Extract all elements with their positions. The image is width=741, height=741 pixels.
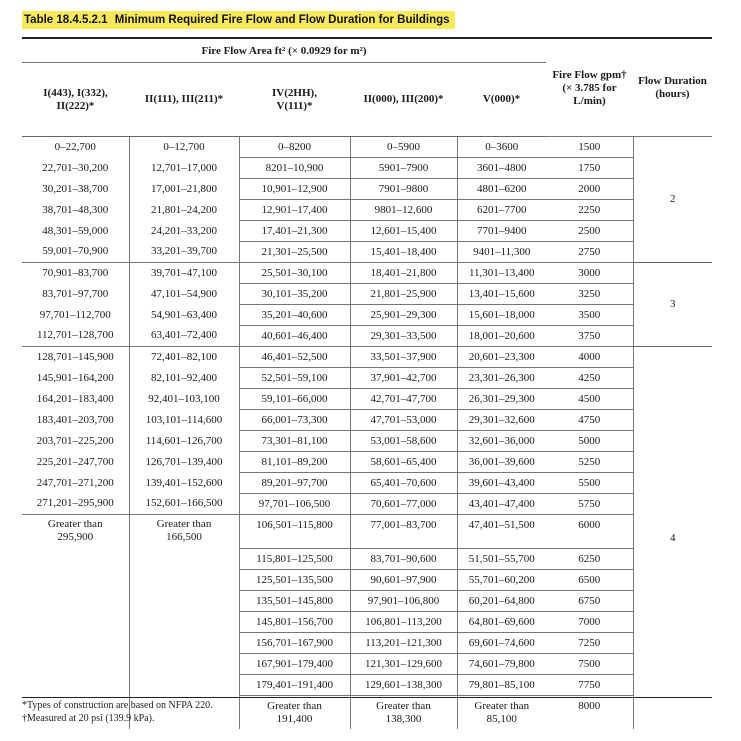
area-col4-cell: 121,301–129,600	[350, 654, 457, 675]
area-col3-cell: 89,201–97,700	[239, 473, 350, 494]
area-col1-cell: 48,301–59,000	[42, 224, 109, 237]
header-line: (hours)	[655, 88, 690, 100]
fire-flow-gpm-cell: 2000	[546, 179, 633, 200]
area-col5-cell: 69,601–74,600	[457, 633, 546, 654]
flow-duration-cell: 4	[633, 347, 712, 730]
construction-type-col2-header: II(111), III(211)*	[129, 63, 239, 137]
table-row	[22, 347, 712, 368]
fire-flow-gpm-header	[546, 40, 633, 137]
area-col2-cell: 17,001–21,800	[129, 179, 239, 200]
area-col5-cell: 13,401–15,600	[457, 284, 546, 305]
fire-flow-gpm-cell: 4500	[546, 389, 633, 410]
area-col4-cell: 53,001–58,600	[350, 431, 457, 452]
table-row	[22, 473, 712, 494]
fire-flow-gpm-cell: 3000	[546, 263, 633, 284]
area-col5-cell: 20,601–23,300	[457, 347, 546, 368]
area-col5-cell: 11,301–13,400	[457, 263, 546, 284]
area-col3-cell: 8201–10,900	[239, 158, 350, 179]
area-col4-cell: 33,501–37,900	[350, 347, 457, 368]
area-col4-cell: 58,601–65,400	[350, 452, 457, 473]
area-col2-cell: 12,701–17,000	[129, 158, 239, 179]
fire-flow-gpm-cell: 5250	[546, 452, 633, 473]
area-col3-cell: 30,101–35,200	[239, 284, 350, 305]
area-col4-cell: 42,701–47,700	[350, 389, 457, 410]
area-col3-cell: 10,901–12,900	[239, 179, 350, 200]
area-col3-cell: 145,801–156,700	[239, 612, 350, 633]
area-col1-cell: 271,201–295,900	[36, 497, 114, 510]
area-col5-cell: 55,701–60,200	[457, 570, 546, 591]
fire-flow-gpm-cell: 2500	[546, 221, 633, 242]
area-col4-cell: 5901–7900	[350, 158, 457, 179]
area-col2-cell: 63,401–72,400	[129, 326, 239, 347]
fire-flow-gpm-cell: 4000	[546, 347, 633, 368]
area-col1-cell: 247,701–271,200	[36, 476, 114, 489]
area-col1-cell: 183,401–203,700	[36, 413, 114, 426]
table-row	[22, 158, 712, 179]
table-row	[22, 200, 712, 221]
table-title	[22, 11, 455, 29]
area-col5-cell: 51,501–55,700	[457, 549, 546, 570]
area-col3-cell: 156,701–167,900	[239, 633, 350, 654]
area-col3-cell: 21,301–25,500	[239, 242, 350, 263]
table-row	[22, 221, 712, 242]
area-col3-cell: 35,201–40,600	[239, 305, 350, 326]
area-col4-cell: 7901–9800	[350, 179, 457, 200]
area-col1-cell: 30,201–38,700	[42, 182, 109, 195]
flow-duration-header	[633, 40, 712, 137]
footnote-construction-types: *Types of construction are based on NFPA 220.	[22, 700, 213, 711]
area-col5-cell: 39,601–43,400	[457, 473, 546, 494]
table-body	[22, 137, 712, 730]
area-col3-cell: 52,501–59,100	[239, 368, 350, 389]
header-line: II(222)*	[56, 99, 95, 112]
flow-duration-cell: 3	[633, 263, 712, 347]
area-col3-cell: 135,501–145,800	[239, 591, 350, 612]
cell-line: 85,100	[486, 713, 517, 725]
top-rule	[22, 37, 712, 39]
construction-type-col1-header	[22, 63, 129, 137]
area-col1-cell: 112,701–128,700	[36, 329, 114, 342]
area-col3-cell: 25,501–30,100	[239, 263, 350, 284]
area-col3-cell: 0–8200	[239, 137, 350, 158]
fire-flow-gpm-cell: 7500	[546, 654, 633, 675]
area-col1-cell: 203,701–225,200	[36, 434, 114, 447]
table-row	[22, 179, 712, 200]
area-col3-cell: 59,101–66,000	[239, 389, 350, 410]
fire-flow-gpm-cell: 3750	[546, 326, 633, 347]
area-col5-cell: 64,801–69,600	[457, 612, 546, 633]
footnote-measured-pressure: †Measured at 20 psi (139.9 kPa).	[22, 713, 155, 724]
area-col4-cell: 97,901–106,800	[350, 591, 457, 612]
table-row	[22, 452, 712, 473]
area-col5-cell: 18,001–20,600	[457, 326, 546, 347]
fire-flow-gpm-cell: 1500	[546, 137, 633, 158]
area-col4-cell: 18,401–21,800	[350, 263, 457, 284]
fire-flow-gpm-cell: 2250	[546, 200, 633, 221]
fire-flow-gpm-cell: 6250	[546, 549, 633, 570]
fire-flow-gpm-cell: 4250	[546, 368, 633, 389]
header-line: V(111)*	[276, 99, 313, 112]
area-col2-cell: 0–12,700	[129, 137, 239, 158]
area-col4-cell: 83,701–90,600	[350, 549, 457, 570]
area-col5-cell: 0–3600	[457, 137, 546, 158]
table-row	[22, 410, 712, 431]
area-col4-cell: 15,401–18,400	[350, 242, 457, 263]
area-col5-cell: 43,401–47,400	[457, 494, 546, 515]
area-col2-cell: 82,101–92,400	[129, 368, 239, 389]
fire-flow-gpm-cell: 7750	[546, 675, 633, 696]
area-col4-cell: 106,801–113,200	[350, 612, 457, 633]
header-line: Flow Duration	[638, 75, 707, 87]
area-col3-cell: 179,401–191,400	[239, 675, 350, 696]
area-col3-cell: 167,901–179,400	[239, 654, 350, 675]
table-number: Table 18.4.5.2.1	[24, 14, 108, 26]
area-col3-cell: 125,501–135,500	[239, 570, 350, 591]
area-col5-cell: 36,001–39,600	[457, 452, 546, 473]
header-line: (× 3.785 for	[562, 81, 617, 94]
table-caption: Minimum Required Fire Flow and Flow Duration for Buildings	[114, 14, 450, 26]
area-col4-cell: 0–5900	[350, 137, 457, 158]
bottom-rule	[22, 697, 712, 698]
area-col1-cell: 22,701–30,200	[42, 161, 109, 174]
area-col3-cell: 17,401–21,300	[239, 221, 350, 242]
area-col2-cell: 72,401–82,100	[129, 347, 239, 368]
header-line: I(443), I(332),	[43, 86, 108, 99]
area-col5-greater-than-cell	[457, 696, 546, 730]
header-line: IV(2HH),	[272, 86, 317, 99]
area-col4-cell: 65,401–70,600	[350, 473, 457, 494]
area-col2-cell: 103,101–114,600	[129, 410, 239, 431]
area-col5-cell: 6201–7700	[457, 200, 546, 221]
table-row	[22, 368, 712, 389]
cell-line: 295,900	[57, 531, 94, 543]
area-col2-cell: 139,401–152,600	[129, 473, 239, 494]
area-col2-cell: 54,901–63,400	[129, 305, 239, 326]
area-col5-cell: 4801–6200	[457, 179, 546, 200]
fire-flow-area-header: Fire Flow Area ft² (× 0.0929 for m²)	[22, 40, 546, 63]
area-col3-cell: 115,801–125,500	[239, 549, 350, 570]
area-col1-cell: 225,201–247,700	[36, 455, 114, 468]
cell-line: 138,300	[385, 713, 422, 725]
area-col3-cell: 40,601–46,400	[239, 326, 350, 347]
fire-flow-gpm-cell: 4750	[546, 410, 633, 431]
table-row	[22, 242, 712, 263]
fire-flow-gpm-cell: 5000	[546, 431, 633, 452]
area-col1-cell: 59,001–70,900	[42, 245, 109, 258]
fire-flow-gpm-cell: 7250	[546, 633, 633, 654]
area-col1-cell: 97,701–112,700	[39, 308, 111, 321]
header-line: Fire Flow gpm†	[552, 68, 627, 81]
footnotes	[22, 699, 213, 725]
area-col4-cell: 90,601–97,900	[350, 570, 457, 591]
area-col5-cell: 74,601–79,800	[457, 654, 546, 675]
area-col1-cell: 128,701–145,900	[22, 347, 129, 368]
area-col1-cell: 0–22,700	[54, 140, 96, 153]
table-row	[22, 305, 712, 326]
fire-flow-gpm-cell: 7000	[546, 612, 633, 633]
table-row	[22, 137, 712, 158]
area-col5-cell: 29,301–32,600	[457, 410, 546, 431]
fire-flow-gpm-cell: 5500	[546, 473, 633, 494]
fire-flow-gpm-cell: 3250	[546, 284, 633, 305]
area-col4-cell: 21,801–25,900	[350, 284, 457, 305]
area-col3-cell: 81,101–89,200	[239, 452, 350, 473]
area-col1-cell: 70,901–83,700	[22, 263, 129, 284]
area-col5-cell: 47,401–51,500	[457, 515, 546, 549]
table-row	[22, 284, 712, 305]
area-col2-cell: 92,401–103,100	[129, 389, 239, 410]
area-col5-cell: 15,601–18,000	[457, 305, 546, 326]
table-row	[22, 389, 712, 410]
flow-duration-cell: 2	[633, 137, 712, 263]
area-col2-cell: 33,201–39,700	[129, 242, 239, 263]
area-col5-cell: 32,601–36,000	[457, 431, 546, 452]
area-col2-cell: 152,601–166,500	[129, 494, 239, 515]
construction-type-col4-header: II(000), III(200)*	[350, 63, 457, 137]
table-row	[22, 431, 712, 452]
area-col1-cell: 83,701–97,700	[42, 287, 109, 300]
fire-flow-gpm-cell: 1750	[546, 158, 633, 179]
area-col4-cell: 77,001–83,700	[350, 515, 457, 549]
area-col1-cell: 38,701–48,300	[42, 203, 109, 216]
area-col5-cell: 79,801–85,100	[457, 675, 546, 696]
construction-type-col5-header: V(000)*	[457, 63, 546, 137]
cell-line: Greater than	[47, 518, 103, 530]
table-row	[22, 263, 712, 284]
area-col4-greater-than-cell	[350, 696, 457, 730]
area-col1-cell: 164,201–183,400	[36, 392, 114, 405]
cell-line: Greater than	[267, 700, 322, 712]
fire-flow-gpm-cell: 8000	[578, 700, 601, 712]
area-col5-cell: 23,301–26,300	[457, 368, 546, 389]
area-col4-cell: 47,701–53,000	[350, 410, 457, 431]
table-row	[22, 515, 712, 549]
area-col3-greater-than-cell	[239, 696, 350, 730]
table-row	[22, 326, 712, 347]
area-col3-cell: 66,001–73,300	[239, 410, 350, 431]
area-col4-cell: 12,601–15,400	[350, 221, 457, 242]
area-col5-cell: 3601–4800	[457, 158, 546, 179]
area-col1-cell: 145,901–164,200	[36, 371, 114, 384]
area-col4-cell: 70,601–77,000	[350, 494, 457, 515]
area-col2-cell: 114,601–126,700	[129, 431, 239, 452]
area-col4-cell: 9801–12,600	[350, 200, 457, 221]
fire-flow-table	[22, 40, 712, 729]
cell-line: Greater than	[474, 700, 530, 712]
area-col5-cell: 7701–9400	[457, 221, 546, 242]
fire-flow-gpm-cell: 3500	[546, 305, 633, 326]
area-col4-cell: 37,901–42,700	[350, 368, 457, 389]
area-col2-cell: 126,701–139,400	[129, 452, 239, 473]
cell-line: Greater than	[376, 700, 431, 712]
cell-line: 191,400	[276, 713, 313, 725]
area-col4-cell: 129,601–138,300	[350, 675, 457, 696]
header-line: L/min)	[573, 94, 606, 107]
area-col5-cell: 26,301–29,300	[457, 389, 546, 410]
area-col2-cell: 21,801–24,200	[129, 200, 239, 221]
area-col4-cell: 113,201–121,300	[350, 633, 457, 654]
table-row	[22, 494, 712, 515]
area-col4-cell: 25,901–29,300	[350, 305, 457, 326]
area-col3-cell: 73,301–81,100	[239, 431, 350, 452]
construction-type-col3-header	[239, 63, 350, 137]
fire-flow-gpm-cell: 6500	[546, 570, 633, 591]
area-col4-cell: 29,301–33,500	[350, 326, 457, 347]
area-col3-cell: 12,901–17,400	[239, 200, 350, 221]
area-col3-cell: 97,701–106,500	[239, 494, 350, 515]
fire-flow-gpm-cell: 2750	[546, 242, 633, 263]
fire-flow-gpm-cell: 6000	[546, 515, 633, 549]
cell-line: Greater than	[156, 518, 212, 530]
fire-flow-gpm-cell: 5750	[546, 494, 633, 515]
area-col5-cell: 60,201–64,800	[457, 591, 546, 612]
fire-flow-gpm-cell: 6750	[546, 591, 633, 612]
area-col3-cell: 46,401–52,500	[239, 347, 350, 368]
area-col2-cell: 47,101–54,900	[129, 284, 239, 305]
area-col2-cell: 24,201–33,200	[129, 221, 239, 242]
area-col3-cell: 106,501–115,800	[239, 515, 350, 549]
cell-line: 166,500	[166, 531, 202, 543]
area-col5-cell: 9401–11,300	[457, 242, 546, 263]
area-col2-cell: 39,701–47,100	[129, 263, 239, 284]
